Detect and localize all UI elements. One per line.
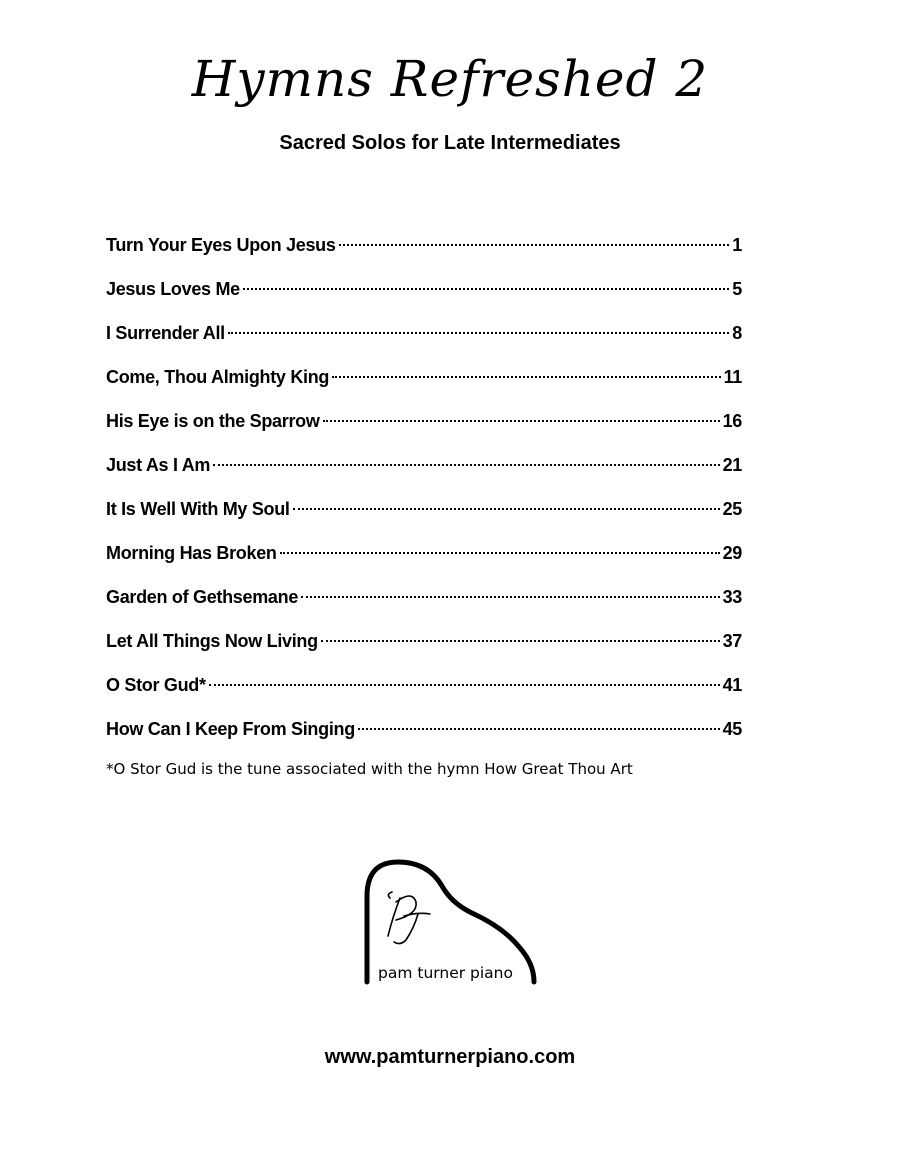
toc-entry [106, 319, 742, 363]
toc-entry [106, 627, 742, 671]
toc-dot-leader [280, 552, 720, 554]
toc-entry-title: Garden of Gethsemane [106, 587, 299, 607]
toc-entry-title: Let All Things Now Living [106, 631, 318, 651]
toc-entry-title: O Stor Gud* [106, 675, 206, 695]
toc-entry-page: 33 [722, 587, 742, 607]
footnote: *O Stor Gud is the tune associated with the hymn How Great Thou Art [106, 760, 633, 778]
toc-entry-page: 25 [722, 499, 742, 519]
toc-dot-leader [293, 508, 720, 510]
website-url: www.pamturnerpiano.com [324, 1046, 576, 1068]
toc-entry [106, 671, 742, 715]
toc-entry [106, 495, 742, 539]
toc-entry-title: How Can I Keep From Singing [106, 719, 355, 739]
toc-entry [106, 583, 742, 627]
toc-entry-title: Just As I Am [106, 455, 211, 475]
toc-dot-leader [339, 244, 729, 246]
toc-entry-page: 37 [722, 631, 742, 651]
toc-entry-title: Turn Your Eyes Upon Jesus [106, 235, 336, 255]
toc-entry-page: 8 [732, 323, 742, 343]
toc-entry-page: 16 [722, 411, 742, 431]
pam-turner-piano-logo [360, 856, 540, 988]
toc-entry [106, 539, 742, 583]
page-title: Hymns Refreshed 2 [191, 50, 709, 108]
toc-dot-leader [228, 332, 729, 334]
toc-entry-title: It Is Well With My Soul [106, 499, 290, 519]
toc-entry [106, 451, 742, 495]
toc-dot-leader [243, 288, 729, 290]
toc-entry-title: I Surrender All [106, 323, 225, 343]
toc-entry-page: 5 [732, 279, 742, 299]
toc-entry-page: 41 [722, 675, 742, 695]
toc-entry-page: 1 [732, 235, 742, 255]
toc-dot-leader [332, 376, 720, 378]
toc-entry-page: 45 [722, 719, 742, 739]
toc-entry [106, 407, 742, 451]
toc-entry-title: Come, Thou Almighty King [106, 367, 330, 387]
page-subtitle: Sacred Solos for Late Intermediates [279, 132, 621, 154]
toc-entry [106, 363, 742, 407]
toc-entry-title: Morning Has Broken [106, 543, 277, 563]
toc-dot-leader [358, 728, 720, 730]
toc-dot-leader [323, 420, 720, 422]
toc-entry-title: Jesus Loves Me [106, 279, 240, 299]
toc-dot-leader [209, 684, 720, 686]
table-of-contents [106, 231, 742, 759]
toc-dot-leader [213, 464, 719, 466]
toc-entry [106, 715, 742, 759]
logo-caption: pam turner piano [378, 964, 513, 982]
toc-entry-page: 21 [722, 455, 742, 475]
toc-entry-title: His Eye is on the Sparrow [106, 411, 320, 431]
toc-entry-page: 29 [722, 543, 742, 563]
toc-entry-page: 11 [723, 367, 742, 387]
pt-monogram-icon [388, 892, 430, 944]
toc-dot-leader [321, 640, 720, 642]
toc-entry [106, 231, 742, 275]
toc-dot-leader [301, 596, 720, 598]
toc-entry [106, 275, 742, 319]
